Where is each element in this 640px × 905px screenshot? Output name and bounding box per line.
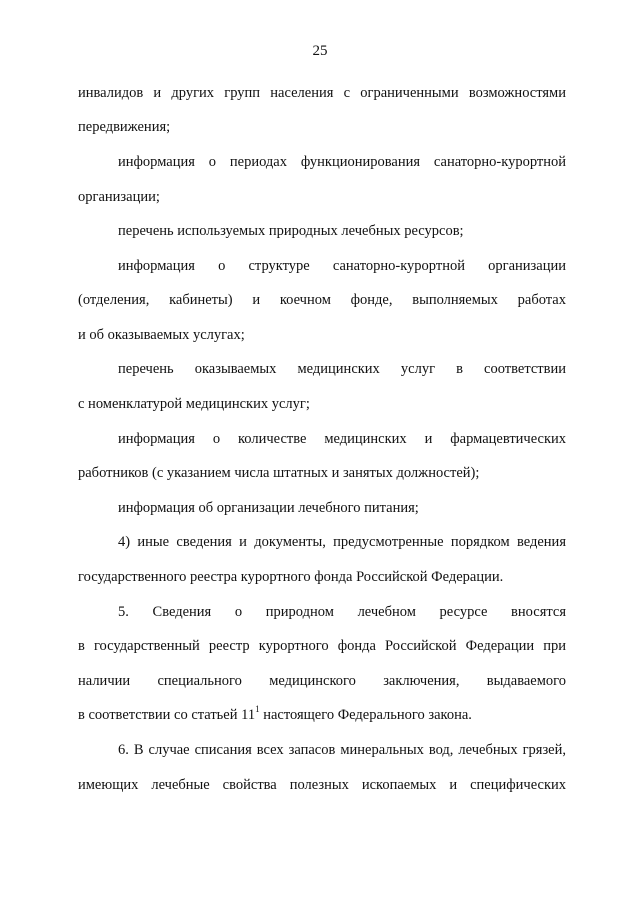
text-line: и об оказываемых услугах; xyxy=(78,327,245,343)
text-line: наличии специального медицинского заключения, выдаваемого xyxy=(78,673,566,689)
text-line: перечень используемых природных лечебных ресурсов; xyxy=(118,223,464,239)
text-line-with-superscript xyxy=(78,706,566,724)
text-line: информация об организации лечебного питания; xyxy=(118,500,419,516)
text-line: 4) иные сведения и документы, предусмотренные порядком ведения xyxy=(118,534,566,550)
text-line: с номенклатурой медицинских услуг; xyxy=(78,396,310,412)
text-line: инвалидов и других групп населения с ограниченными возможностями xyxy=(78,85,566,101)
text-line: организации; xyxy=(78,189,160,205)
text-line: информация о структуре санаторно-курортной организации xyxy=(118,258,566,274)
text-line: в государственный реестр курортного фонда Российской Федерации при xyxy=(78,638,566,654)
text-line: 5. Сведения о природном лечебном ресурсе вносятся xyxy=(118,604,566,620)
text-line: информация о количестве медицинских и фармацевтических xyxy=(118,431,566,447)
text-line: информация о периодах функционирования санаторно-курортной xyxy=(118,154,566,170)
text-segment: настоящего Федерального закона. xyxy=(259,707,472,723)
text-line: имеющих лечебные свойства полезных ископаемых и специфических xyxy=(78,777,566,793)
page-number: 25 xyxy=(312,43,328,59)
text-line: перечень оказываемых медицинских услуг в соответствии xyxy=(118,361,566,377)
text-line: работников (с указанием числа штатных и занятых должностей); xyxy=(78,465,480,481)
text-segment: в соответствии со статьей 11 xyxy=(78,707,256,723)
text-line: государственного реестра курортного фонда Российской Федерации. xyxy=(78,569,504,585)
text-line: передвижения; xyxy=(78,119,171,135)
superscript: 1 xyxy=(255,704,260,715)
text-line: 6. В случае списания всех запасов минеральных вод, лечебных грязей, xyxy=(118,742,566,758)
text-line: (отделения, кабинеты) и коечном фонде, выполняемых работах xyxy=(78,292,566,308)
